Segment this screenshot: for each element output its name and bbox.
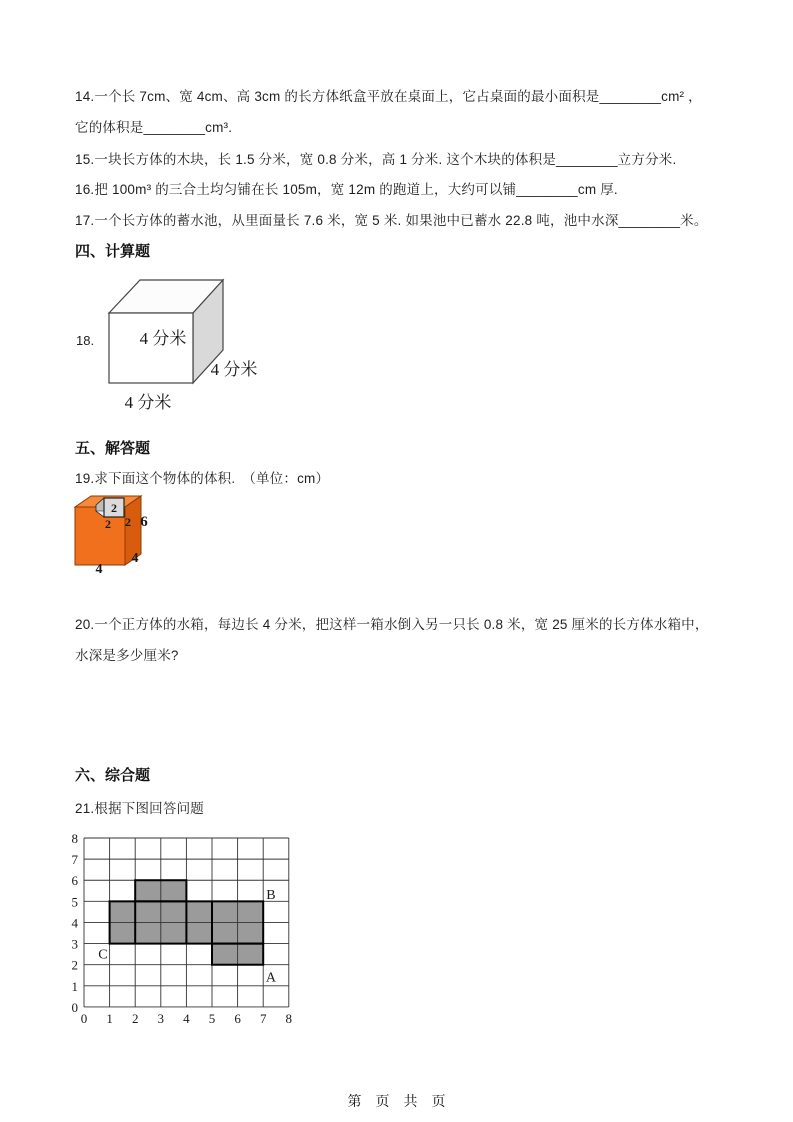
x-axis-tick-label: 3 (157, 1010, 165, 1026)
point-label-C: C (98, 947, 108, 963)
notched-solid-figure (70, 489, 165, 584)
y-axis-tick-label: 1 (71, 978, 78, 994)
x-axis-tick-label: 0 (80, 1010, 88, 1026)
question-14-line2: 它的体积是________cm³. (75, 120, 233, 135)
section-heading-comprehensive: 六、综合题 (75, 767, 151, 784)
y-axis-tick-label: 5 (71, 894, 78, 910)
section-heading-answer: 五、解答题 (75, 440, 151, 457)
question-15: 15.一块长方体的木块，长 1.5 分米，宽 0.8 分米，高 1 分米. 这个木块的体积是________立方分米. (75, 152, 677, 167)
question-17: 17.一个长方体的蓄水池，从里面量长 7.6 米，宽 5 米. 如果池中已蓄水 22.8 吨，池中水深________米。 (75, 213, 708, 228)
grid-figure (60, 828, 310, 1033)
width-label: 4 (95, 562, 103, 577)
x-axis-tick-label: 2 (131, 1010, 139, 1026)
question-18-number: 18. (76, 333, 95, 348)
cube-width-label: 4 分米 (124, 393, 172, 412)
y-axis-tick-label: 4 (71, 915, 78, 931)
x-axis-tick-label: 5 (208, 1010, 216, 1026)
y-axis-tick-label: 6 (71, 873, 78, 889)
question-19: 19.求下面这个物体的体积. （单位：cm） (75, 471, 330, 486)
cube-figure (70, 272, 270, 417)
point-label-A: A (265, 970, 276, 986)
notch-size-label: 2 (111, 501, 117, 515)
y-axis-tick-label: 2 (71, 957, 78, 973)
notch-left-label: 2 (105, 517, 111, 531)
point-label-B: B (266, 888, 276, 904)
x-axis-tick-label: 7 (259, 1010, 267, 1026)
y-axis-tick-label: 0 (71, 999, 78, 1015)
y-axis-tick-label: 3 (71, 936, 78, 952)
question-16: 16.把 100m³ 的三合土均匀铺在长 105m，宽 12m 的跑道上，大约可以铺________cm 厚. (75, 182, 618, 197)
page-footer: 第 页 共 页 (347, 1093, 446, 1109)
x-axis-tick-label: 1 (106, 1010, 113, 1026)
cube-depth-label: 4 分米 (210, 360, 258, 379)
depth-label: 4 (131, 551, 139, 566)
question-20-line1: 20.一个正方体的水箱，每边长 4 分米，把这样一箱水倒入另一只长 0.8 米，宽 25 厘米的长方体水箱中， (75, 617, 709, 632)
question-14-line1: 14.一个长 7cm、宽 4cm、高 3cm 的长方体纸盒平放在桌面上，它占桌面的最小面积是________cm² ， (75, 89, 702, 104)
height-label: 6 (140, 514, 148, 530)
cube-front-face (109, 313, 193, 383)
question-20-line2: 水深是多少厘米? (75, 648, 179, 663)
x-axis-tick-label: 8 (285, 1010, 293, 1026)
x-axis-tick-label: 6 (234, 1010, 241, 1026)
section-heading-calculation: 四、计算题 (75, 243, 151, 260)
cube-front-label: 4 分米 (139, 329, 187, 348)
y-axis-tick-label: 8 (71, 831, 78, 846)
question-21: 21.根据下图回答问题 (75, 801, 204, 816)
y-axis-tick-label: 7 (71, 852, 78, 868)
notch-right-label: 2 (125, 515, 131, 529)
x-axis-tick-label: 4 (183, 1010, 190, 1026)
